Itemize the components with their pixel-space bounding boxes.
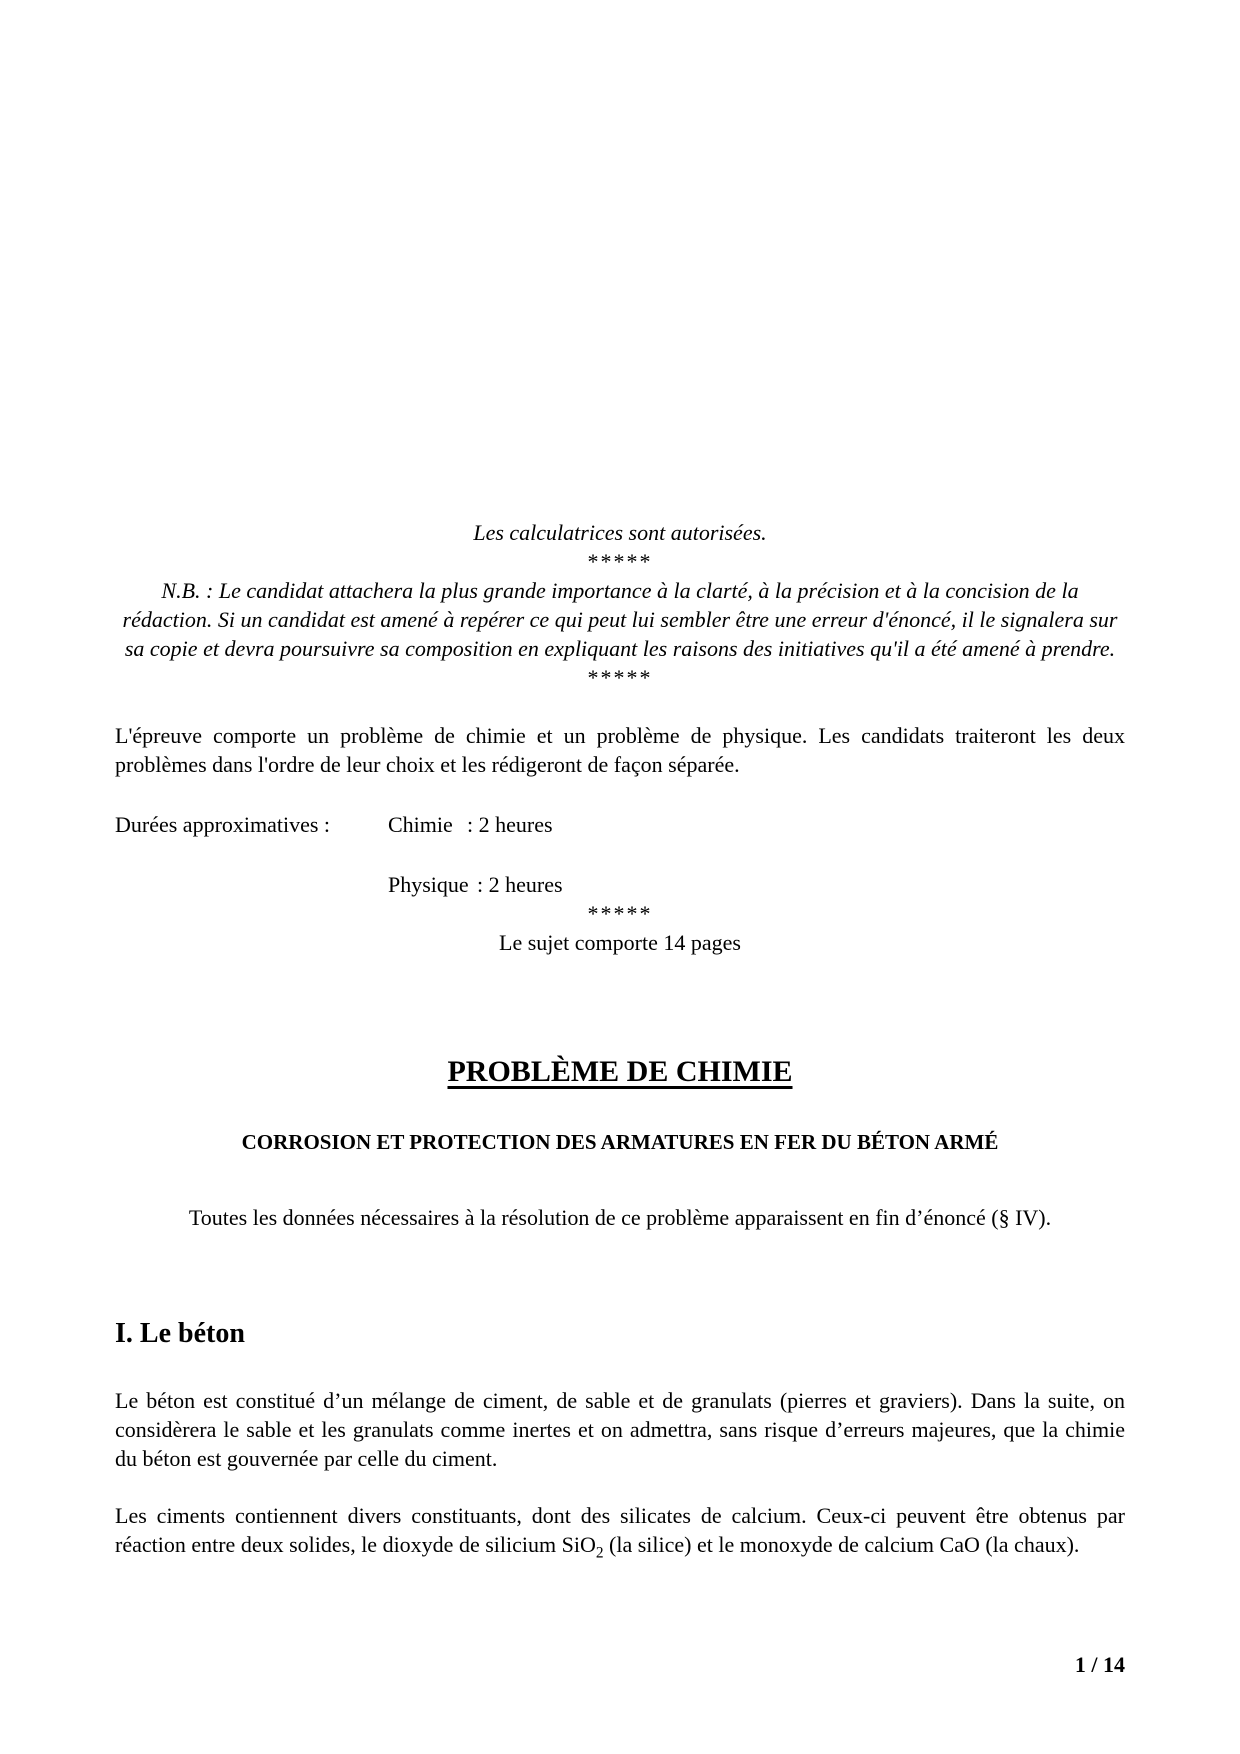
physics-subject-label: Physique	[388, 872, 469, 897]
exam-structure-paragraph: L'épreuve comporte un problème de chimie et un problème de physique. Les candidats traiteront les deux problèmes dans l'ordre de leur choix et les rédigeront de façon séparée.	[115, 723, 1125, 777]
chemistry-problem-title: PROBLÈME DE CHIMIE	[447, 1055, 793, 1088]
calculators-notice: Les calculatrices sont autorisées.	[473, 520, 767, 545]
chemistry-problem-subtitle: CORROSION ET PROTECTION DES ARMATURES EN FER DU BÉTON ARMÉ	[241, 1130, 999, 1154]
physics-duration-value: : 2 heures	[477, 872, 563, 897]
separator-stars-2: *****	[587, 665, 653, 690]
section-1-heading: I. Le béton	[115, 1318, 245, 1349]
separator-stars-3: *****	[587, 901, 653, 926]
durations-block	[115, 810, 1125, 899]
sio2-subscript: 2	[595, 1544, 604, 1562]
page-count-line: Le sujet comporte 14 pages	[499, 930, 741, 955]
concrete-paragraph: Le béton est constitué d’un mélange de ciment, de sable et de granulats (pierres et graviers). Dans la suite, on considèrera le sable et les granulats comme inertes et on admettra, sans risque d’erreurs majeures, que la chimie du béton est gouvernée par celle du ciment.	[115, 1388, 1125, 1471]
data-location-note: Toutes les données nécessaires à la résolution de ce problème apparaissent en fin d’énoncé (§ IV).	[188, 1205, 1052, 1230]
page-number: 1 / 14	[1074, 1652, 1125, 1677]
cements-paragraph: Les ciments contiennent divers constituants, dont des silicates de calcium. Ceux-ci peuvent être obtenus par réaction entre deux solides, le dioxyde de silicium SiO$_2$ (la silice) et le monoxyde de calcium CaO (la chaux).	[115, 1503, 1125, 1562]
physics-duration-row	[115, 870, 1125, 899]
chemistry-duration-row	[115, 810, 1125, 839]
separator-stars-1: *****	[587, 549, 653, 574]
durations-label: Durées approximatives :	[115, 812, 331, 837]
chemistry-duration-value: : 2 heures	[467, 812, 553, 837]
nb-candidate-notice: N.B. : Le candidat attachera la plus grande importance à la clarté, à la précision et à la concision de la rédaction. Si un candidat est amené à repérer ce qui peut lui sembler être une erreur d'énoncé, il le signalera sur sa copie et devra poursuivre sa composition en expliquant les raisons des initiatives qu'il a été amené à prendre.	[122, 578, 1118, 661]
chemistry-subject-label: Chimie	[388, 812, 453, 837]
